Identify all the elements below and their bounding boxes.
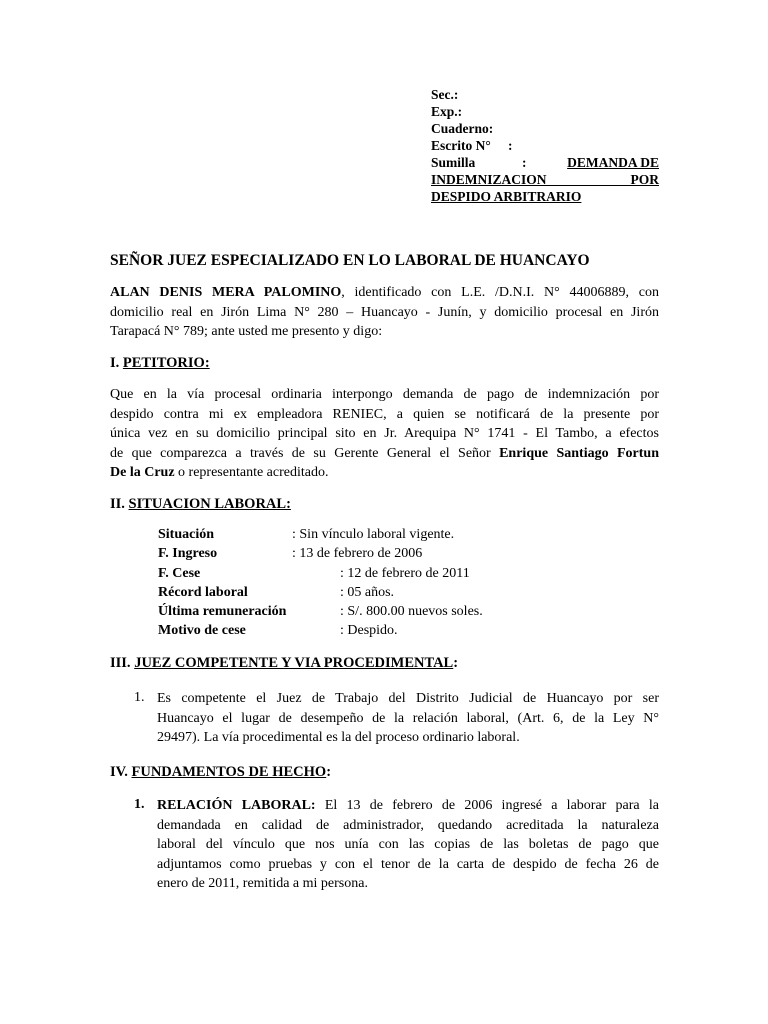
sumilla-colon: : bbox=[522, 155, 527, 170]
row-value: : Despido. bbox=[340, 623, 398, 638]
section-colon: : bbox=[326, 764, 332, 780]
fundamentos-item bbox=[157, 796, 659, 894]
list-number: 1. bbox=[134, 690, 145, 705]
section-fundamentos-heading bbox=[110, 764, 331, 781]
intro-paragraph bbox=[110, 283, 659, 342]
fundamento-line-3: laboral del vínculo que nos unía con las copias de las boletas de pago que bbox=[157, 837, 659, 852]
section-number: III. bbox=[110, 655, 131, 671]
row-value: : 12 de febrero de 2011 bbox=[340, 566, 470, 581]
exp-field: Exp.: bbox=[431, 104, 463, 119]
sumilla-label: Sumilla bbox=[431, 155, 476, 170]
sumilla-line-1: DEMANDA DE bbox=[567, 155, 659, 170]
cuaderno-field: Cuaderno: bbox=[431, 121, 494, 136]
intro-line-2: domicilio real en Jirón Lima N° 280 – Huancayo - Junín, y domicilio procesal en Jirón bbox=[110, 304, 659, 320]
row-key: Récord laboral bbox=[158, 585, 248, 600]
addressee-title: SEÑOR JUEZ ESPECIALIZADO EN LO LABORAL DE HUANCAYO bbox=[110, 252, 590, 269]
petitorio-line-2: despido contra mi ex empleadora RENIEC, a quien se notificará de la presente por bbox=[110, 406, 659, 422]
section-petitorio-heading bbox=[110, 355, 210, 372]
escrito-colon: : bbox=[508, 138, 513, 153]
juez-line-1: Es competente el Juez de Trabajo del Distrito Judicial de Huancayo por ser bbox=[157, 691, 659, 706]
section-title: JUEZ COMPETENTE Y VIA PROCEDIMENTAL bbox=[134, 655, 454, 671]
section-colon: : bbox=[453, 655, 459, 671]
row-key: Última remuneración bbox=[158, 604, 287, 619]
intro-line-1: , identificado con L.E. /D.N.I. N° 44006889, con bbox=[341, 285, 660, 300]
row-key: Situación bbox=[158, 527, 215, 542]
fundamento-line-1: El 13 de febrero de 2006 ingresé a laborar para la bbox=[315, 798, 659, 813]
section-number: I. bbox=[110, 355, 120, 371]
intro-line-3: Tarapacá N° 789; ante usted me presento y digo: bbox=[110, 324, 383, 339]
row-value: : 05 años. bbox=[340, 585, 395, 600]
fundamento-line-2: demandada en calidad de administrador, quedando acreditada la naturaleza bbox=[157, 817, 659, 833]
section-title: SITUACION LABORAL: bbox=[128, 496, 291, 512]
section-title: PETITORIO: bbox=[122, 355, 210, 371]
sumilla-field bbox=[431, 154, 659, 171]
juez-line-3: 29497). La vía procedimental es la del proceso ordinario laboral. bbox=[157, 730, 520, 745]
section-title: FUNDAMENTOS DE HECHO bbox=[131, 764, 327, 780]
manager-name: Enrique Santiago Fortun bbox=[499, 445, 659, 461]
sec-field: Sec.: bbox=[431, 87, 459, 102]
petitorio-line-5: o representante acreditado. bbox=[174, 465, 329, 480]
row-value: : Sin vínculo laboral vigente. bbox=[292, 527, 455, 542]
section-number: II. bbox=[110, 496, 125, 512]
escrito-label: Escrito N° bbox=[431, 138, 491, 153]
juez-line-2: Huancayo el lugar de desempeño de la relación laboral, (Art. 6, de la Ley N° bbox=[157, 710, 659, 726]
row-key: Motivo de cese bbox=[158, 623, 246, 638]
sumilla-line-2: INDEMNIZACION POR bbox=[431, 172, 659, 187]
row-key: F. Ingreso bbox=[158, 546, 218, 561]
fundamento-lead: RELACIÓN LABORAL: bbox=[157, 798, 316, 813]
row-value: : 13 de febrero de 2006 bbox=[292, 546, 423, 561]
section-number: IV. bbox=[110, 764, 128, 780]
case-header bbox=[431, 86, 659, 205]
petitorio-line-4: de que comparezca a través de su Gerente General el Señor bbox=[110, 445, 500, 461]
petitorio-line-1: Que en la vía procesal ordinaria interpongo demanda de pago de indemnización por bbox=[110, 387, 659, 402]
fundamento-line-5: enero de 2011, remitida a mi persona. bbox=[157, 876, 368, 891]
escrito-field bbox=[431, 137, 659, 154]
manager-surname: De la Cruz bbox=[110, 465, 175, 480]
petitorio-paragraph bbox=[110, 385, 659, 483]
list-number: 1. bbox=[134, 797, 145, 812]
fundamento-line-4: adjuntamos como pruebas y con el tenor de la carta de despido de fecha 26 de bbox=[157, 856, 659, 872]
row-value: : S/. 800.00 nuevos soles. bbox=[340, 604, 483, 619]
plaintiff-name: ALAN DENIS MERA PALOMINO bbox=[110, 285, 342, 300]
juez-item bbox=[157, 689, 659, 748]
row-key: F. Cese bbox=[158, 566, 201, 581]
sumilla-line-3: DESPIDO ARBITRARIO bbox=[431, 189, 582, 204]
section-situacion-heading bbox=[110, 496, 291, 513]
petitorio-line-3: única vez en su domicilio principal sito en Jr. Arequipa N° 1741 - El Tambo, a efectos bbox=[110, 426, 659, 441]
section-juez-heading bbox=[110, 655, 458, 672]
